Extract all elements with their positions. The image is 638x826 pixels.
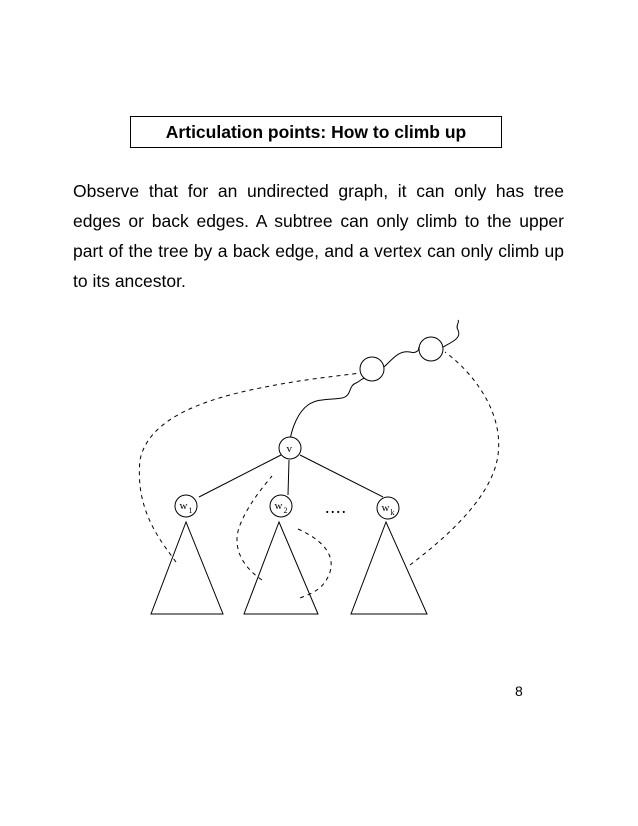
path-to-root-curve [443,320,459,347]
body-paragraph: Observe that for an undirected graph, it can only has tree edges or back edges. A subtree can only climb to the upper part of the tree by a back edge, and a vertex can only climb up to its ancestor. [73,181,564,291]
tree-path-curve [290,378,366,440]
node-w2-label: w [274,500,283,512]
back-edge-w2-loop-curve [298,529,331,598]
ellipsis-label: .... [325,497,347,517]
node-w1-label: w [179,500,188,512]
tree-edge-v-w2 [288,460,289,495]
back-edge-w1-curve [139,373,360,562]
subtree-wk [351,522,427,614]
subtree-w1 [151,522,223,614]
ancestor-link-curve [384,348,419,367]
node-w1-subscript: 1 [188,506,193,515]
node-v-label: v [286,443,292,455]
page-number: 8 [515,683,523,699]
tree-edge-v-wk [300,455,383,497]
node-wk-label: w [381,502,390,514]
tree-edge-v-w1 [199,455,281,497]
ancestor-node-upper [419,337,443,361]
node-wk-subscript: k [390,508,395,517]
slide-title: Articulation points: How to climb up [130,116,502,148]
back-edge-w2-left-curve [237,476,272,580]
node-w2-subscript: 2 [283,506,288,515]
subtree-w2 [244,522,318,614]
ancestor-node-lower [360,357,384,381]
back-edge-wk-curve [410,352,499,565]
